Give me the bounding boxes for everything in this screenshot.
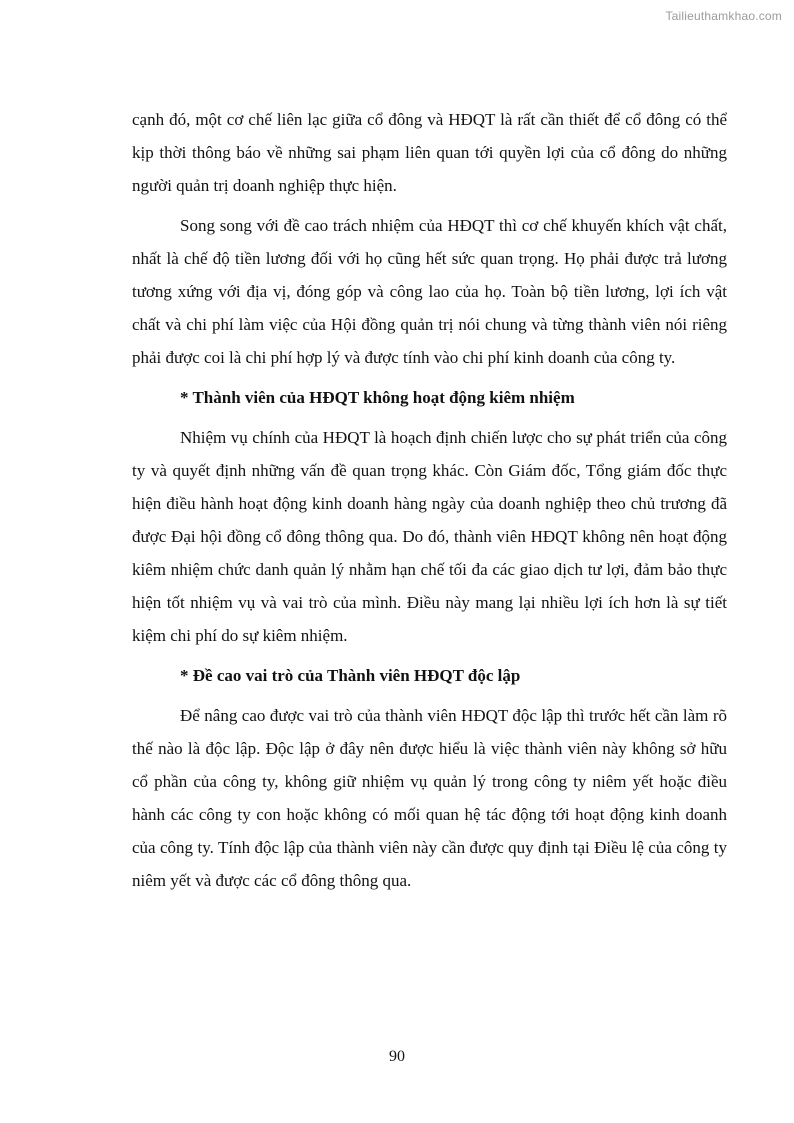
paragraph: Song song với đề cao trách nhiệm của HĐQT thì cơ chế khuyến khích vật chất, nhất là chế độ tiền lương đối với họ cũng hết sức quan trọng. Họ phải được trả lương tương xứng với địa vị, đóng góp và công lao của họ. Toàn bộ tiền lương, lợi ích vật chất và chi phí làm việc của Hội đồng quản trị nói chung và từng thành viên nói riêng phải được coi là chi phí hợp lý và được tính vào chi phí kinh doanh của công ty.	[132, 216, 727, 367]
paragraph: Nhiệm vụ chính của HĐQT là hoạch định chiến lược cho sự phát triển của công ty và quyết định những vấn đề quan trọng khác. Còn Giám đốc, Tổng giám đốc thực hiện điều hành hoạt động kinh doanh hàng ngày của doanh nghiệp theo chủ trương đã được Đại hội đồng cổ đông thông qua. Do đó, thành viên HĐQT không nên hoạt động kiêm nhiệm chức danh quản lý nhằm hạn chế tối đa các giao dịch tư lợi, đảm bảo thực hiện tốt nhiệm vụ và vai trò của mình. Điều này mang lại nhiều lợi ích hơn là sự tiết kiệm chi phí do sự kiêm nhiệm.	[132, 428, 727, 645]
paragraph: Để nâng cao được vai trò của thành viên HĐQT độc lập thì trước hết cần làm rõ thế nào là độc lập. Độc lập ở đây nên được hiểu là việc thành viên này không sở hữu cổ phần của công ty, không giữ nhiệm vụ quản lý trong công ty niêm yết hoặc điều hành các công ty con hoặc không có mối quan hệ tác động tới hoạt động kinh doanh của công ty. Tính độc lập của thành viên này cần được quy định tại Điều lệ của công ty niêm yết và được các cổ đông thông qua.	[132, 706, 727, 890]
watermark: Tailieuthamkhao.com	[665, 9, 782, 23]
section-heading: * Thành viên của HĐQT không hoạt động kiêm nhiệm	[180, 388, 575, 407]
page-number: 90	[389, 1048, 405, 1065]
paragraph: cạnh đó, một cơ chế liên lạc giữa cổ đông và HĐQT là rất cần thiết để cổ đông có thể kịp thời thông báo về những sai phạm liên quan tới quyền lợi của cổ đông do những người quản trị doanh nghiệp thực hiện.	[132, 110, 727, 195]
text-block	[132, 103, 727, 897]
section-heading: * Đề cao vai trò của Thành viên HĐQT độc lập	[180, 666, 521, 685]
